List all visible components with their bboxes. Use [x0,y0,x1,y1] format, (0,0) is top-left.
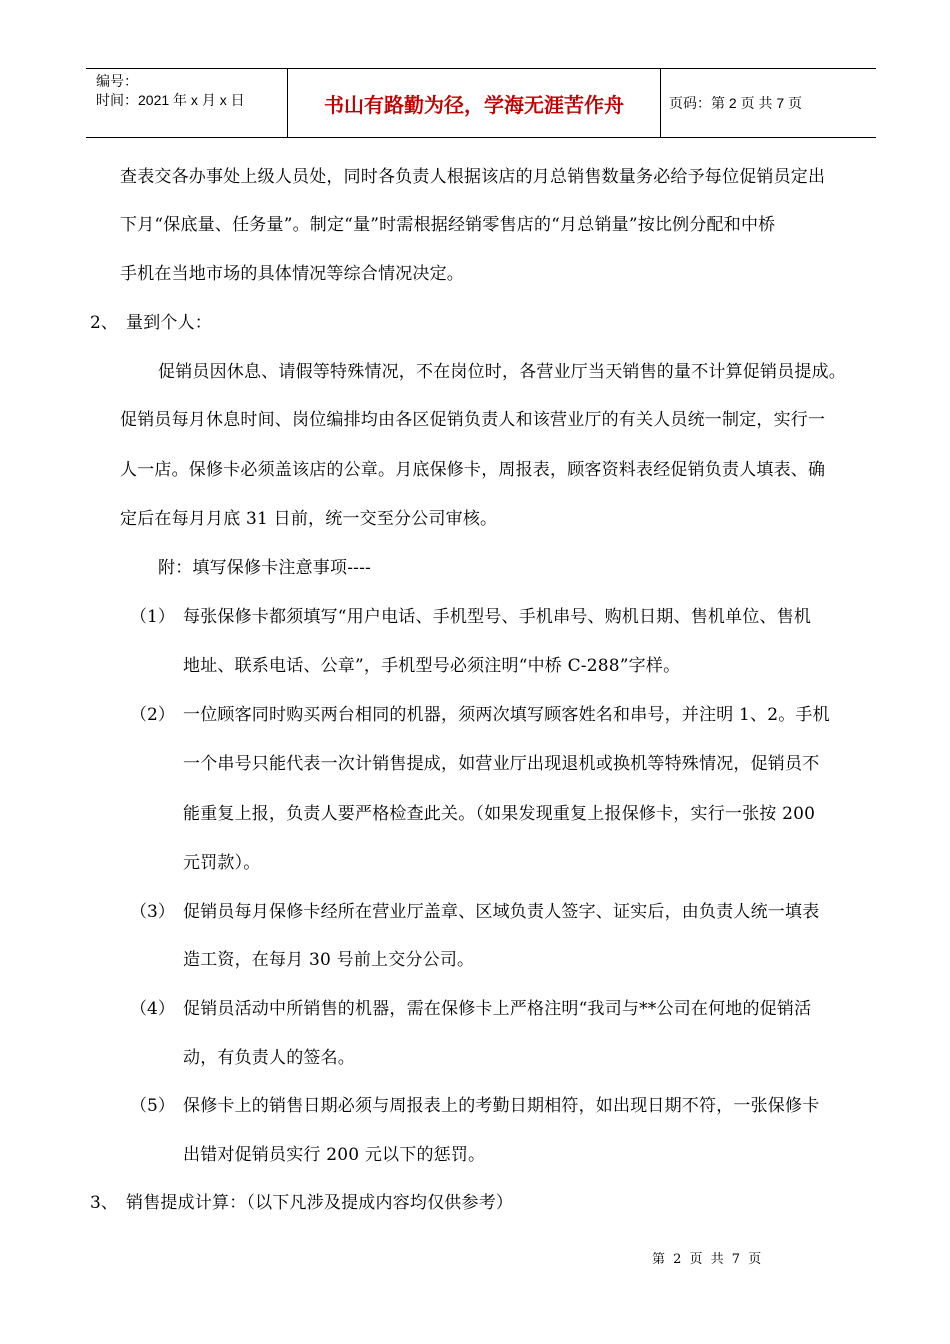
section-number: 3、 [90,1193,118,1213]
text-line: 一个串号只能代表一次计销售提成，如营业厅出现退机或换机等特殊情况，促销员不 [183,754,820,774]
note-line: 附：填写保修卡注意事项---- [158,558,371,578]
text-line: 下月“保底量、任务量”。制定“量”时需根据经销零售店的“月总销量”按比例分配和中桥 [120,215,776,235]
item-number: （1） [130,607,175,627]
header-number: 编号： [96,73,138,89]
item-number: （4） [130,999,175,1019]
page-header [86,68,876,138]
text-line: 促销员活动中所销售的机器，需在保修卡上严格注明“我司与**公司在何地的促销活 [183,999,812,1019]
text-line: 保修卡上的销售日期必须与周报表上的考勤日期相符，如出现日期不符，一张保修卡 [183,1096,820,1116]
text-line: 每张保修卡都须填写“用户电话、手机型号、手机串号、购机日期、售机单位、售机 [183,607,812,627]
item-number: （5） [130,1096,175,1116]
section-title: 量到个人： [126,313,212,333]
text-line: 一位顾客同时购买两台相同的机器，须两次填写顾客姓名和串号，并注明 1、2。手机 [183,705,830,725]
page-footer: 第 2 页 共 7 页 [652,1252,762,1267]
item-number: （2） [130,705,175,725]
header-motto: 书山有路勤为径，学海无涯苦作舟 [287,69,661,137]
text-line: 能重复上报，负责人要严格检查此关。（如果发现重复上报保修卡，实行一张按 200 [183,804,816,824]
text-line: 造工资，在每月 30 号前上交分公司。 [183,950,475,970]
section-number: 2、 [90,313,118,333]
text-line: 查表交各办事处上级人员处，同时各负责人根据该店的月总销售数量务必给予每位促销员定出 [120,167,826,187]
text-line: 人一店。保修卡必须盖该店的公章。月底保修卡，周报表，顾客资料表经促销负责人填表、确 [120,460,826,480]
text-line: 手机在当地市场的具体情况等综合情况决定。 [120,264,464,284]
text-line: 元罚款）。 [183,853,261,873]
text-line: 促销员每月休息时间、岗位编排均由各区促销负责人和该营业厅的有关人员统一制定，实行一 [120,410,826,430]
section-title: 销售提成计算：（以下凡涉及提成内容均仅供参考） [126,1193,514,1213]
text-line: 出错对促销员实行 200 元以下的惩罚。 [183,1145,486,1165]
text-line: 地址、联系电话、公章”，手机型号必须注明“中桥 C-288”字样。 [183,656,681,676]
text-line: 促销员每月保修卡经所在营业厅盖章、区域负责人签字、证实后，由负责人统一填表 [183,902,820,922]
text-line: 动，有负责人的签名。 [183,1048,355,1068]
text-line: 定后在每月月底 31 日前，统一交至分公司审核。 [120,509,498,529]
header-info [86,69,287,137]
text-line: 促销员因休息、请假等特殊情况，不在岗位时，各营业厅当天销售的量不计算促销员提成。 [158,362,846,382]
item-number: （3） [130,902,175,922]
header-time: 时间：2021 年 x 月 x 日 [96,92,245,108]
header-page-info: 页码：第 2 页 共 7 页 [669,95,803,111]
